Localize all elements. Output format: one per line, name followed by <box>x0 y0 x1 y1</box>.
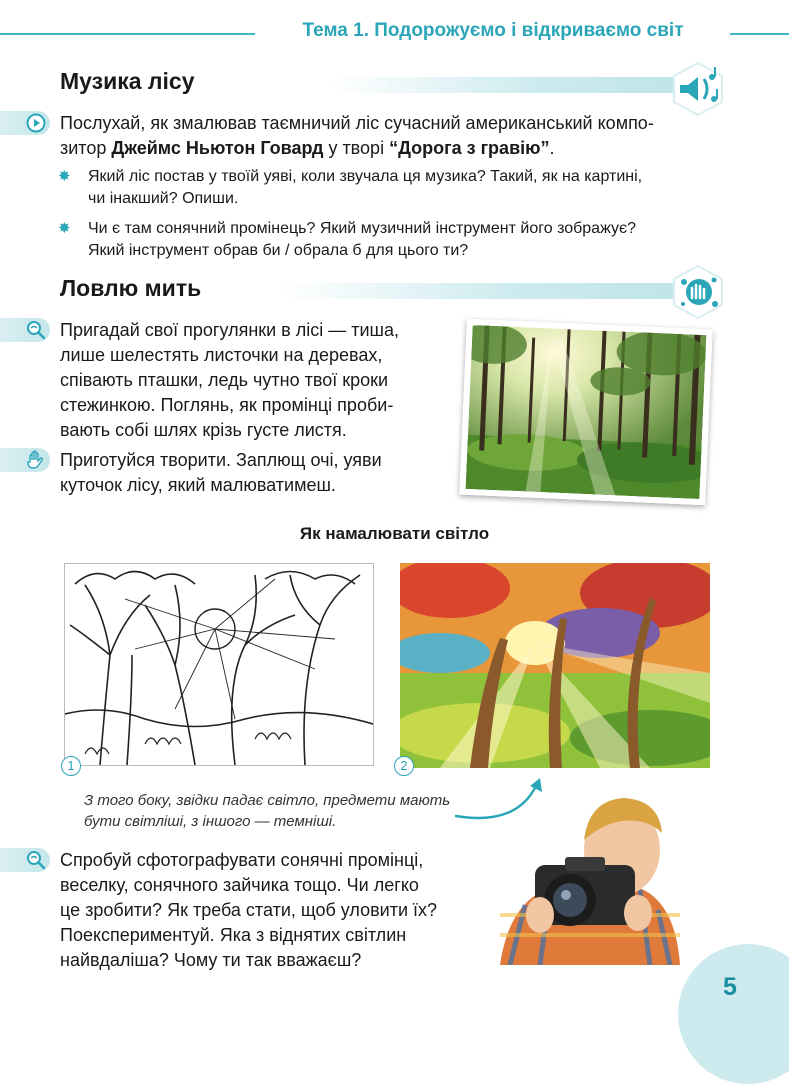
howto-title: Як намалювати світло <box>299 524 490 543</box>
forest-photo-image <box>466 325 707 499</box>
topic-title: Тема 1. Подорожуємо і відкриваємо світ <box>302 20 684 41</box>
create-marker <box>0 448 50 472</box>
question-2-line-1: Чи є там сонячний промінець? Який музичний інструмент його зображує? <box>88 220 637 237</box>
listen-marker <box>0 111 50 135</box>
work-title: “Дорога з гравію” <box>389 138 550 158</box>
light-note <box>84 790 504 832</box>
photo-task-line: це зробити? Як треба стати, щоб уловити їх? <box>60 900 438 920</box>
forest-photo <box>459 319 712 506</box>
page-number: 5 <box>723 973 737 1001</box>
create-line: Приготуйся творити. Заплющ очі, уяви <box>60 450 382 470</box>
boy-with-camera-photo <box>500 795 680 965</box>
play-icon[interactable] <box>26 113 46 133</box>
remember-line: співають пташки, ледь чутно твої кроки <box>60 370 389 390</box>
photo-task-paragraph <box>60 848 480 973</box>
question-1 <box>88 166 728 210</box>
section-title-moment: Ловлю мить <box>60 275 202 301</box>
watercolor-painting-image <box>400 563 710 768</box>
remember-line: лише шелестять листочки на деревах, <box>60 345 383 365</box>
listen-text-b: у творі <box>323 138 390 158</box>
speaker-music-icon <box>672 61 724 117</box>
question-2-line-2: Який інструмент обрав би / обрала б для цього ти? <box>88 242 469 259</box>
paint-hand-icon <box>672 264 724 320</box>
light-note-line-2: бути світліші, з іншого — темніші. <box>84 813 337 830</box>
composer-name: Джеймс Ньютон Говард <box>111 138 324 158</box>
question-2 <box>88 218 728 262</box>
photo-task-line: найвдаліша? Чому ти так вважаєш? <box>60 950 362 970</box>
page-number-badge <box>678 944 789 1084</box>
question-1-line-1: Який ліс постав у твоїй уяві, коли звучала ця музика? Такий, як на картині, <box>88 168 643 185</box>
listen-text-a: зитор <box>60 138 112 158</box>
photo-task-marker <box>0 848 50 872</box>
remember-line: стежинкою. Поглянь, як промінці проби- <box>60 395 394 415</box>
watercolor-painting <box>400 563 710 768</box>
line-drawing-image <box>65 564 373 765</box>
photo-task-line: Поекспериментуй. Яка з віднятих світлин <box>60 925 407 945</box>
title-ribbon <box>330 77 690 93</box>
step-number-2: 2 <box>394 756 414 776</box>
light-note-line-1: З того боку, звідки падає світло, предмети мають <box>84 792 451 809</box>
remember-line: вають собі шлях крізь густе листя. <box>60 420 347 440</box>
question-1-line-2: чи інакший? Опиши. <box>88 190 239 207</box>
hand-icon <box>26 450 46 470</box>
listen-line-1: Послухай, як змалював таємничий ліс сучасний американський компо- <box>60 113 654 133</box>
magnifier-icon <box>26 850 46 870</box>
listen-line-2 <box>60 136 740 161</box>
bullet-star-icon: ✸ <box>58 168 71 185</box>
create-paragraph <box>60 448 435 498</box>
listen-paragraph <box>60 111 740 161</box>
remember-line: Пригадай свої прогулянки в лісі — тиша, <box>60 320 400 340</box>
remember-paragraph <box>60 318 450 443</box>
magnifier-icon <box>26 320 46 340</box>
title-ribbon <box>280 283 690 299</box>
bullet-star-icon: ✸ <box>58 220 71 237</box>
create-line: куточок лісу, який малюватимеш. <box>60 475 336 495</box>
photo-task-line: Спробуй сфотографувати сонячні промінці, <box>60 850 424 870</box>
header-rule-left <box>0 33 255 35</box>
remember-marker <box>0 318 50 342</box>
listen-text-end: . <box>549 138 555 158</box>
section-title-music: Музика лісу <box>60 68 195 94</box>
header-rule-right <box>730 33 789 35</box>
photo-task-line: веселку, сонячного зайчика тощо. Чи легко <box>60 875 419 895</box>
step-number-1: 1 <box>61 756 81 776</box>
line-drawing <box>64 563 374 766</box>
